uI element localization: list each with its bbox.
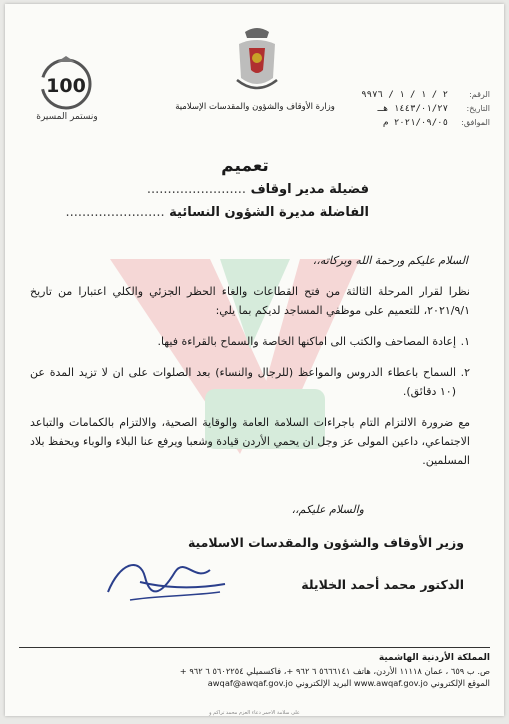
- addressee-2: [65, 205, 369, 220]
- letter-page: [5, 4, 504, 716]
- reference-number-row: [310, 88, 490, 102]
- handwritten-signature: [100, 552, 230, 607]
- list-item-text: السماح باعطاء الدروس والمواعظ (للرجال والنساء) بعد الصلوات على ان لا تزيد المدة عن (١٠ دقائق).: [30, 366, 456, 398]
- intro-paragraph: نظرا لقرار المرحلة الثالثة من فتح القطاعات والغاء الحظر الجزئي والكلي اعتبارا من تاريخ ٢٠٢١/٩/١، للتعميم على موظفي المساجد لديكم بما يلي:: [30, 285, 470, 317]
- list-item-text: إعادة المصاحف والكتب الى اماكنها الخاصة والسماح بالقراءة فيها.: [157, 335, 456, 348]
- signatory-name: الدكتور محمد أحمد الخلايلة: [301, 577, 464, 592]
- svg-text:100: 100: [46, 75, 86, 97]
- corresponding-label: الموافق:: [461, 118, 490, 127]
- centennial-logo: [35, 54, 97, 112]
- reference-number: ٢ / ١ / ١ / ٩٩٧٦: [361, 90, 448, 100]
- addressee-1-text: فضيلة مدير اوقاف: [250, 182, 369, 197]
- addressee-1: [129, 182, 369, 197]
- date-label: التاريخ:: [466, 104, 490, 113]
- footer-divider: [19, 647, 490, 648]
- greeting: السلام عليكم ورحمة الله وبركاته،،: [312, 254, 468, 267]
- list-item: [30, 363, 470, 401]
- addressee-1-dots: ........................: [146, 182, 247, 197]
- conclusion-paragraph: مع ضرورة الالتزام التام باجراءات السلامة العامة والوقاية الصحية، والالتزام بالكمامات والتباعد الاجتماعي، داعين المولى عز وجل ان يحمي الأردن قيادة وشعبا ويرفع عنا البلاء والوباء ويحفظ بلاد المسلمين.: [30, 416, 470, 467]
- coat-of-arms-icon: [233, 26, 281, 98]
- footer-kingdom: المملكة الأردنية الهاشمية: [378, 653, 490, 663]
- reference-block: [310, 88, 490, 130]
- centennial-caption: ونستمر المسيرة: [36, 112, 98, 122]
- reference-number-label: الرقم:: [469, 90, 490, 99]
- footer-small-print: على سلامة الاحمر دعاء العزم محمد تراكم و: [209, 710, 300, 716]
- gregorian-date: ٢٠٢١/٠٩/٠٥ م: [382, 118, 448, 128]
- ministry-header: وزارة الأوقاف والشؤون والمقدسات الإسلامية: [175, 102, 335, 112]
- signatory-title: وزير الأوقاف والشؤون والمقدسات الاسلامية: [187, 535, 464, 550]
- addressee-2-dots: ........................: [65, 205, 165, 220]
- footer: [19, 652, 490, 690]
- list-item: [30, 332, 470, 351]
- website-label: الموقع الإلكتروني: [430, 678, 490, 688]
- website-link[interactable]: www.awqaf.gov.jo: [353, 678, 428, 688]
- list-item-number: ٢.: [460, 366, 470, 379]
- circular-title: تعميم: [221, 156, 269, 176]
- date-row: [310, 102, 490, 116]
- email-label: البريد الإلكتروني: [295, 678, 352, 688]
- email-link[interactable]: awqaf@awqaf.gov.jo: [207, 678, 293, 688]
- addressee-2-text: الفاضلة مديرة الشؤون النسائية: [169, 205, 369, 220]
- list-item-number: ١.: [460, 335, 470, 348]
- footer-contacts: [19, 677, 490, 690]
- closing: والسلام عليكم،،: [291, 503, 364, 516]
- footer-address: ص. ب ٦٥٩ ، عمان ١١١١٨ الأردن، هاتف ٥٦٦٦١٤١ ٦ ٩٦٢ +، فاكسميلي ٥٦٠٢٢٥٤ ٦ ٩٦٢ +: [179, 665, 490, 676]
- letter-body: [30, 282, 470, 470]
- hijri-date: ١٤٤٣/٠١/٢٧ هـ: [377, 104, 448, 114]
- corresponding-date-row: [310, 116, 490, 130]
